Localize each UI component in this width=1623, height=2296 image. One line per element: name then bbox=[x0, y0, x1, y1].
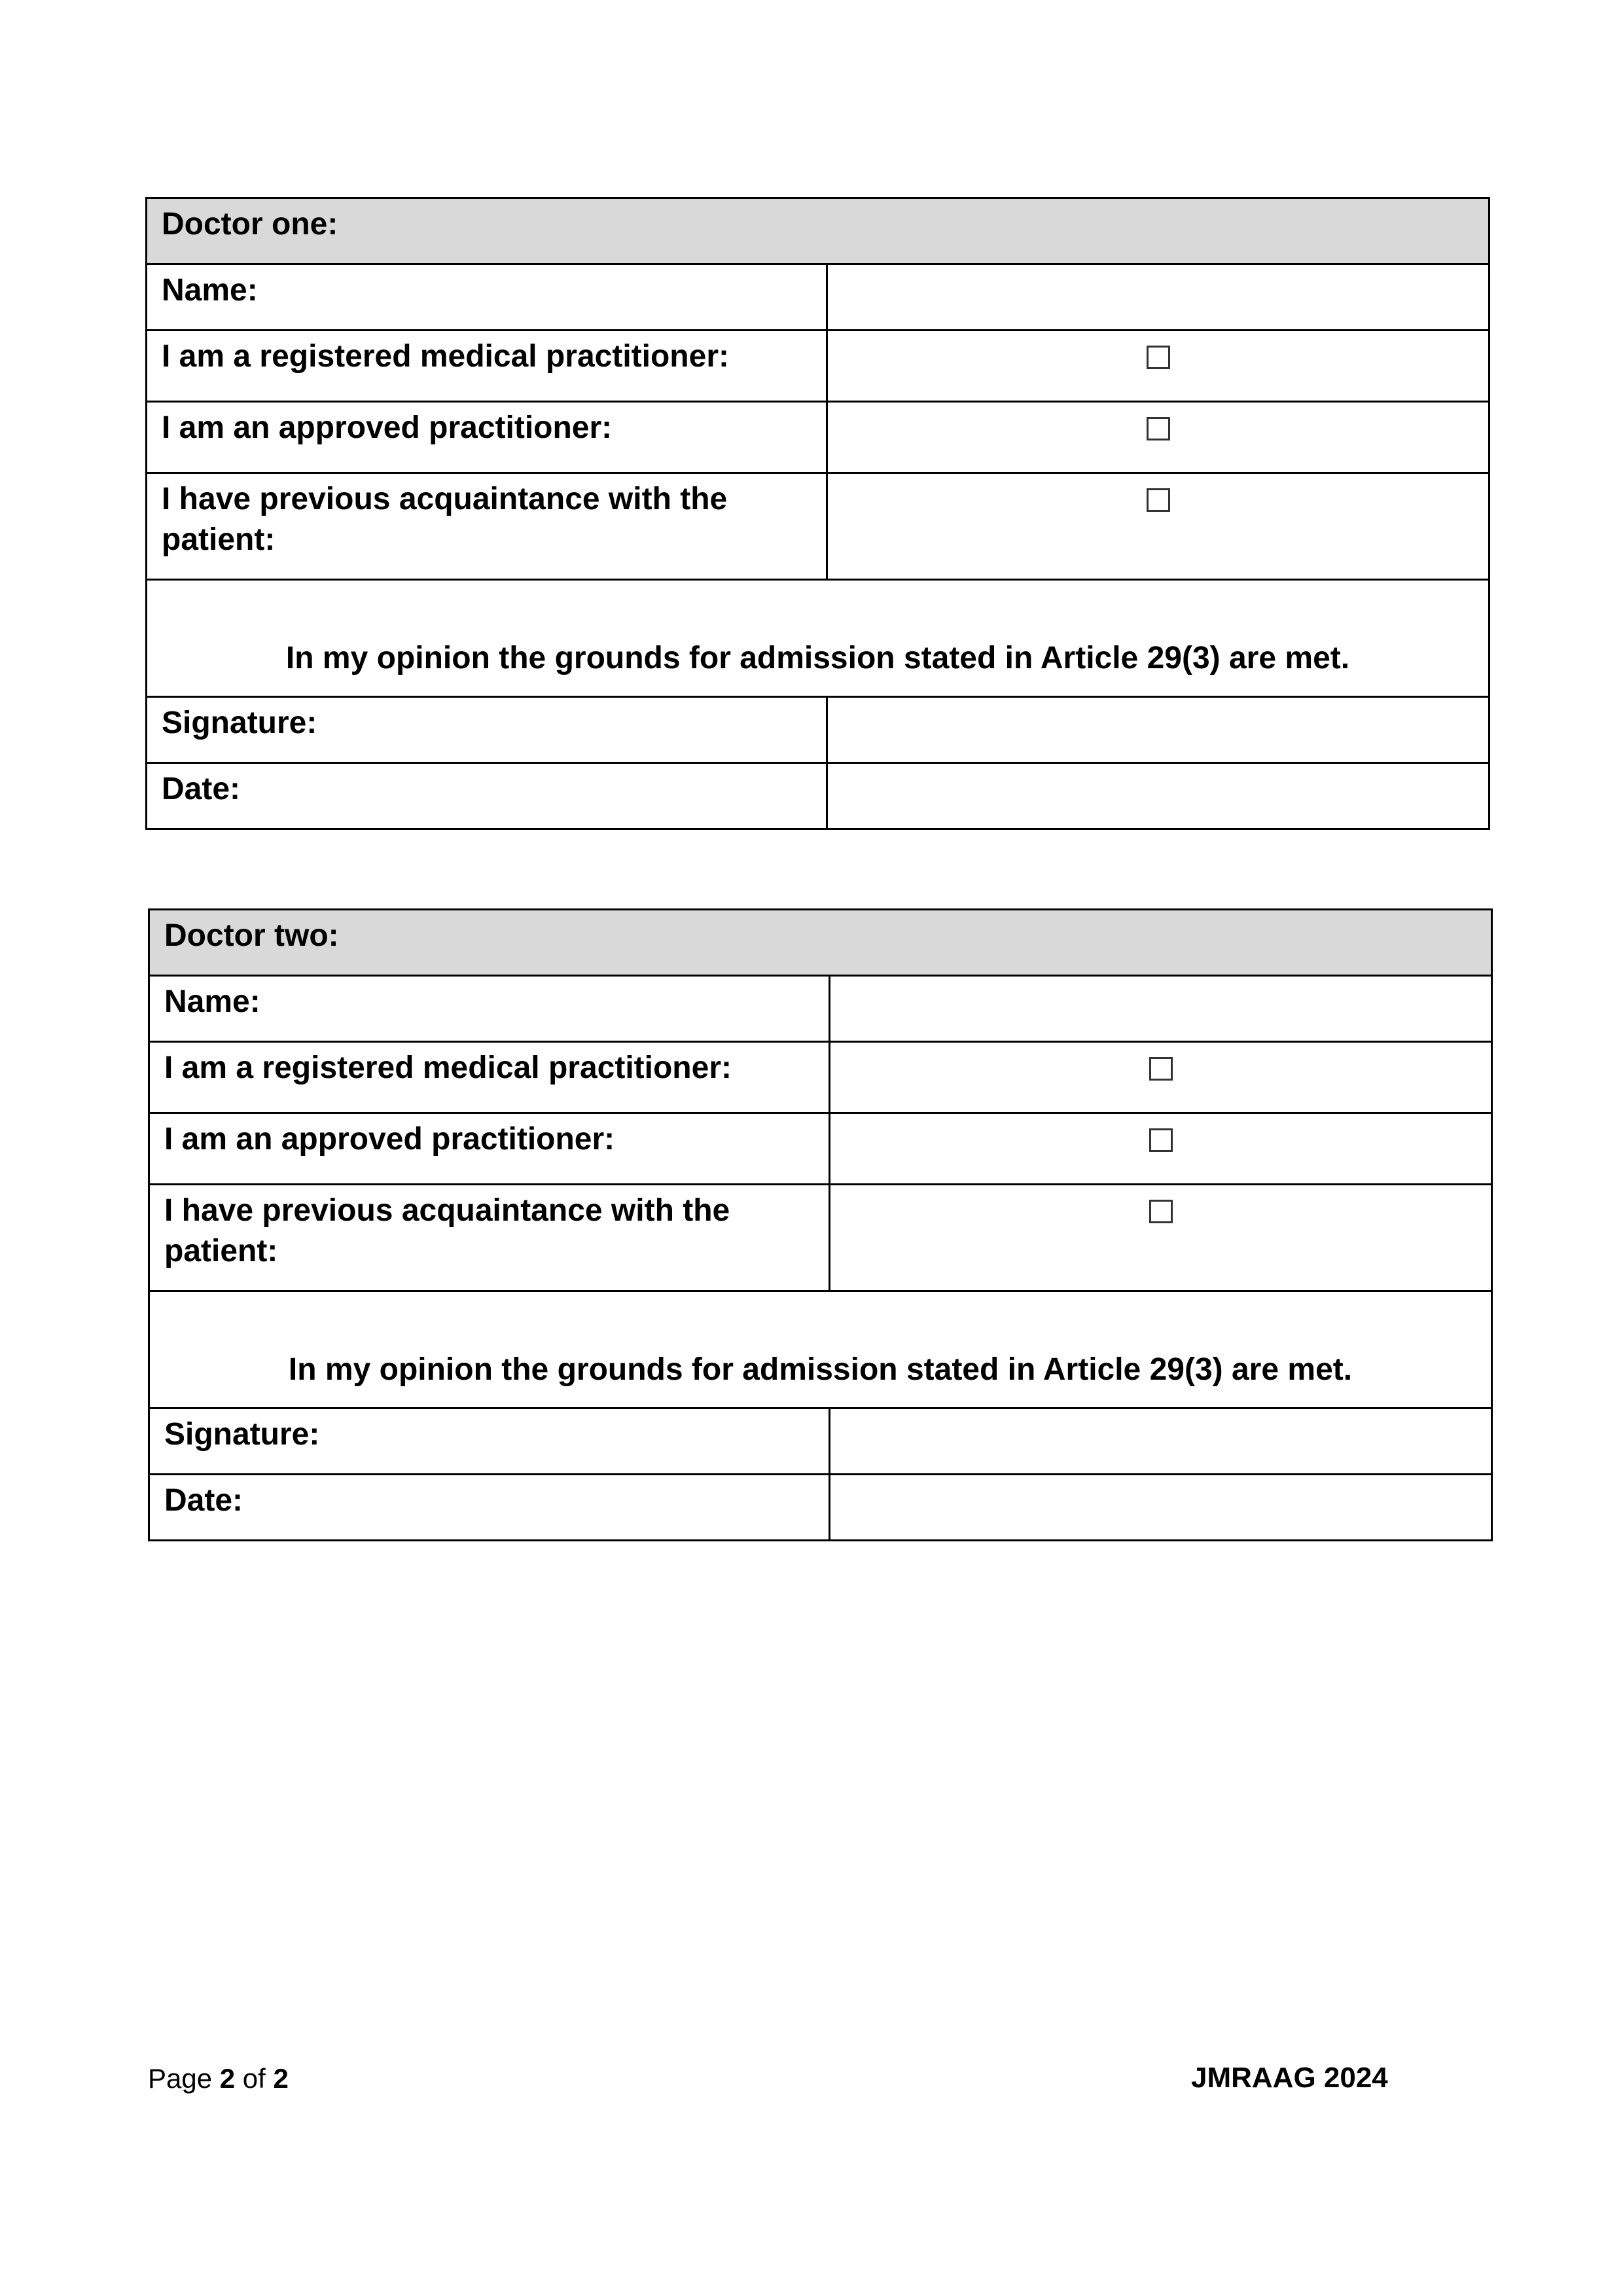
doctor-one-name-row bbox=[147, 264, 1489, 331]
doctor-two-acquaintance-cell bbox=[830, 1185, 1492, 1291]
page-prefix: Page bbox=[148, 2063, 220, 2094]
doctor-one-signature-row bbox=[147, 697, 1489, 763]
doctor-two-acquaintance-checkbox[interactable] bbox=[1149, 1200, 1173, 1223]
doctor-one-date-row bbox=[147, 763, 1489, 829]
doctor-one-date-field[interactable] bbox=[827, 763, 1489, 829]
page-current: 2 bbox=[219, 2063, 236, 2094]
document-reference: JMRAAG 2024 bbox=[1191, 2062, 1388, 2094]
doctor-one-registered-checkbox[interactable] bbox=[1147, 346, 1170, 369]
doctor-one-approved-label: I am an approved practitioner: bbox=[147, 402, 827, 473]
page-of: of bbox=[235, 2063, 274, 2094]
doctor-two-approved-checkbox[interactable] bbox=[1149, 1128, 1173, 1152]
doctor-one-statement: In my opinion the grounds for admission stated in Article 29(3) are met. bbox=[147, 580, 1489, 697]
doctor-two-statement-row bbox=[149, 1291, 1492, 1408]
doctor-two-registered-checkbox[interactable] bbox=[1149, 1057, 1173, 1081]
doctor-two-header-row bbox=[149, 910, 1492, 976]
page-total: 2 bbox=[273, 2063, 289, 2094]
doctor-one-header-row bbox=[147, 198, 1489, 264]
doctor-two-acquaintance-label: I have previous acquaintance with the patient: bbox=[149, 1185, 830, 1291]
doctor-one-signature-field[interactable] bbox=[827, 697, 1489, 763]
doctor-two-statement: In my opinion the grounds for admission stated in Article 29(3) are met. bbox=[149, 1291, 1492, 1408]
doctor-one-date-label: Date: bbox=[147, 763, 827, 829]
doctor-two-approved-cell bbox=[830, 1113, 1492, 1185]
doctor-two-approved-row bbox=[149, 1113, 1492, 1185]
doctor-one-acquaintance-checkbox[interactable] bbox=[1147, 488, 1170, 512]
doctor-one-acquaintance-label: I have previous acquaintance with the patient: bbox=[147, 473, 827, 580]
doctor-two-heading: Doctor two: bbox=[149, 910, 1492, 976]
doctor-one-acquaintance-row bbox=[147, 473, 1489, 580]
doctor-two-registered-row bbox=[149, 1042, 1492, 1113]
doctor-two-approved-label: I am an approved practitioner: bbox=[149, 1113, 830, 1185]
doctor-one-name-field[interactable] bbox=[827, 264, 1489, 331]
doctor-two-registered-label: I am a registered medical practitioner: bbox=[149, 1042, 830, 1113]
page-number bbox=[148, 2063, 289, 2094]
doctor-one-approved-cell bbox=[827, 402, 1489, 473]
doctor-two-table bbox=[148, 908, 1493, 1541]
doctor-one-signature-label: Signature: bbox=[147, 697, 827, 763]
doctor-two-acquaintance-row bbox=[149, 1185, 1492, 1291]
doctor-one-heading: Doctor one: bbox=[147, 198, 1489, 264]
doctor-one-approved-row bbox=[147, 402, 1489, 473]
doctor-two-signature-row bbox=[149, 1408, 1492, 1475]
doctor-two-date-row bbox=[149, 1475, 1492, 1541]
doctor-one-name-label: Name: bbox=[147, 264, 827, 331]
doctor-two-name-label: Name: bbox=[149, 976, 830, 1042]
doctor-one-statement-row bbox=[147, 580, 1489, 697]
doctor-two-signature-label: Signature: bbox=[149, 1408, 830, 1475]
doctor-one-registered-label: I am a registered medical practitioner: bbox=[147, 331, 827, 402]
doctor-one-approved-checkbox[interactable] bbox=[1147, 417, 1170, 440]
doctor-two-signature-field[interactable] bbox=[830, 1408, 1492, 1475]
doctor-one-acquaintance-cell bbox=[827, 473, 1489, 580]
doctor-two-name-field[interactable] bbox=[830, 976, 1492, 1042]
doctor-two-date-field[interactable] bbox=[830, 1475, 1492, 1541]
doctor-two-date-label: Date: bbox=[149, 1475, 830, 1541]
doctor-one-table bbox=[145, 197, 1490, 830]
doctor-one-registered-row bbox=[147, 331, 1489, 402]
doctor-one-registered-cell bbox=[827, 331, 1489, 402]
doctor-two-registered-cell bbox=[830, 1042, 1492, 1113]
doctor-two-name-row bbox=[149, 976, 1492, 1042]
